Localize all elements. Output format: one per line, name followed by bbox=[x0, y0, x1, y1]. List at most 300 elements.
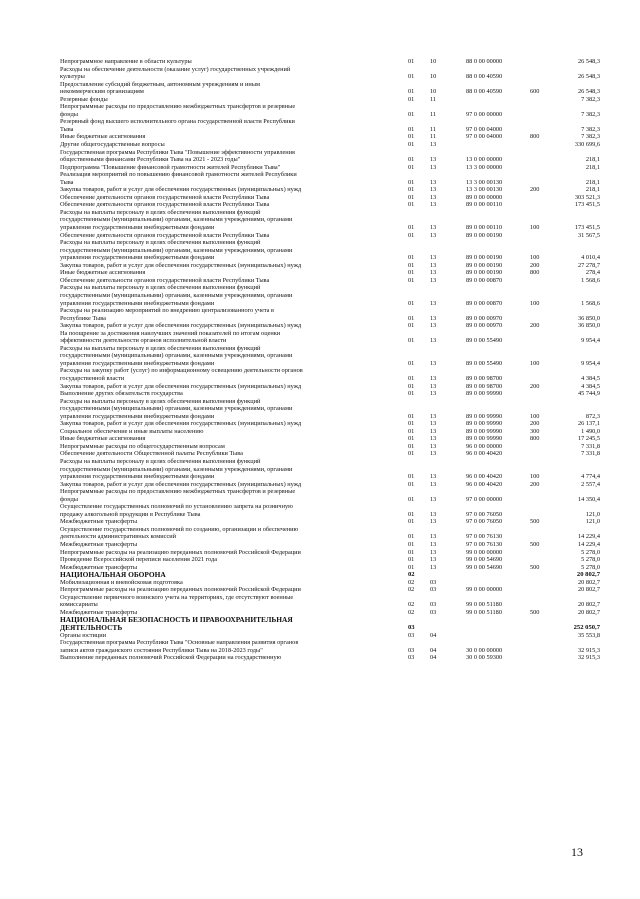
subsection-code: 11 bbox=[430, 110, 437, 118]
expense-name-line: государственными (муниципальными) органами, казенными учреждениями, органами bbox=[60, 465, 293, 473]
amount: 173 451,5 bbox=[574, 224, 600, 232]
expense-name bbox=[60, 322, 406, 330]
expense-name bbox=[60, 450, 406, 458]
amount: 26 548,3 bbox=[577, 58, 600, 65]
expense-name-line: Тыва bbox=[60, 125, 74, 133]
subsection-code: 13 bbox=[430, 269, 437, 277]
expense-name bbox=[60, 209, 406, 232]
section-code: 01 bbox=[408, 314, 415, 322]
expense-type-code: 100 bbox=[530, 359, 540, 367]
section-code: 01 bbox=[408, 163, 415, 171]
target-article-code: 97 0 00 76130 bbox=[466, 533, 503, 541]
expense-name-line: комиссариаты bbox=[60, 601, 98, 609]
table-row bbox=[60, 322, 600, 330]
subsection-code: 13 bbox=[430, 435, 437, 443]
subsection-code: 10 bbox=[430, 58, 437, 65]
subsection-code: 13 bbox=[430, 473, 437, 481]
amount: 14 229,4 bbox=[577, 541, 600, 548]
amount: 2 557,4 bbox=[581, 480, 600, 488]
target-article-code: 99 0 00 54690 bbox=[466, 556, 503, 564]
expense-type-code: 500 bbox=[530, 518, 540, 526]
expense-name-line: Закупка товаров, работ и услуг для обеспечения государственных (муниципальных) нужд bbox=[60, 186, 302, 194]
expense-name bbox=[60, 639, 406, 654]
section-code: 01 bbox=[408, 73, 415, 81]
subsection-code: 13 bbox=[430, 556, 437, 564]
expense-name-line: Реализация мероприятий по повышению финансовой грамотности жителей Республики bbox=[60, 171, 297, 179]
amount: 20 802,7 bbox=[577, 586, 600, 594]
table-row bbox=[60, 239, 600, 262]
expense-name-line: управления государственными внебюджетными фондами bbox=[60, 254, 215, 262]
expense-name bbox=[60, 262, 406, 270]
section-code: 01 bbox=[408, 276, 415, 284]
table-row bbox=[60, 194, 600, 202]
expense-name-line: Осуществление государственных полномочий по созданию, организации и обеспечению bbox=[60, 525, 299, 533]
subsection-code: 13 bbox=[430, 427, 437, 435]
expense-name bbox=[60, 398, 406, 421]
expense-name-line: Межбюджетные трансферты bbox=[60, 541, 138, 548]
amount: 32 915,3 bbox=[577, 646, 600, 654]
expense-type-code: 500 bbox=[530, 541, 540, 548]
target-article-code: 97 0 00 00000 bbox=[466, 110, 503, 118]
expense-name bbox=[60, 307, 406, 322]
table-row bbox=[60, 96, 600, 104]
expense-name bbox=[60, 330, 406, 345]
subsection-code: 13 bbox=[430, 224, 437, 232]
section-code: 01 bbox=[408, 322, 415, 330]
section-code: 01 bbox=[408, 427, 415, 435]
expense-name-line: Обеспечение деятельности Общественной палаты Республики Тыва bbox=[60, 450, 243, 458]
expense-name-line: государственными (муниципальными) органами, казенными учреждениями, органами bbox=[60, 352, 293, 360]
expense-name-line: Непрограммные расходы на реализацию переданных полномочий Российской Федерации bbox=[60, 586, 301, 594]
target-article-code: 97 0 00 76050 bbox=[466, 510, 503, 518]
expense-name bbox=[60, 654, 406, 662]
expense-name-line: ДЕЯТЕЛЬНОСТЬ bbox=[60, 624, 123, 632]
expense-name-line: фонды bbox=[60, 495, 79, 503]
expense-name-line: Непрограммные расходы по предоставлению межбюджетных трансфертов и резервные bbox=[60, 488, 296, 496]
target-article-code: 13 3 00 00130 bbox=[466, 186, 503, 194]
section-code: 01 bbox=[408, 193, 415, 201]
section-code: 01 bbox=[408, 337, 415, 345]
expense-name-line: Расходы на выплаты персоналу в целях обеспечения выполнения функций bbox=[60, 457, 261, 465]
expense-name-line: Другие общегосударственные вопросы bbox=[60, 141, 165, 149]
table-row bbox=[60, 639, 600, 654]
expense-type-code: 200 bbox=[530, 261, 540, 269]
section-code: 01 bbox=[408, 299, 415, 307]
section-code: 01 bbox=[408, 374, 415, 382]
subsection-code: 13 bbox=[430, 382, 437, 390]
amount: 17 245,5 bbox=[577, 435, 600, 443]
section-code: 01 bbox=[408, 510, 415, 518]
amount: 9 954,4 bbox=[581, 337, 600, 345]
table-row bbox=[60, 488, 600, 503]
table-row bbox=[60, 81, 600, 96]
amount: 4 384,5 bbox=[581, 374, 600, 382]
expense-name-line: Республике Тыва bbox=[60, 314, 106, 322]
expense-name-line: Выполнение переданных полномочий Российской Федерации на государственную bbox=[60, 654, 282, 662]
section-code: 01 bbox=[408, 541, 415, 548]
expense-name-line: Осуществление государственных полномочий по установлению запрета на розничную bbox=[60, 503, 293, 511]
table-row bbox=[60, 654, 600, 662]
expense-name-line: Расходы на выплаты персоналу в целях обеспечения выполнения функций bbox=[60, 284, 261, 292]
subsection-code: 13 bbox=[430, 541, 437, 548]
table-row bbox=[60, 503, 600, 518]
section-code: 01 bbox=[408, 269, 415, 277]
section-code: 01 bbox=[408, 533, 415, 541]
expense-name bbox=[60, 390, 406, 398]
expense-type-code: 500 bbox=[530, 563, 540, 571]
section-code: 01 bbox=[408, 231, 415, 239]
table-row bbox=[60, 269, 600, 277]
amount: 4 384,5 bbox=[581, 382, 600, 390]
expense-name bbox=[60, 616, 406, 631]
target-article-code: 89 0 00 00970 bbox=[466, 314, 503, 322]
target-article-code: 89 0 00 55490 bbox=[466, 359, 503, 367]
section-code: 01 bbox=[408, 450, 415, 458]
section-code: 03 bbox=[408, 654, 415, 662]
expense-name bbox=[60, 66, 406, 81]
expense-name bbox=[60, 488, 406, 503]
amount: 36 850,0 bbox=[577, 322, 600, 330]
amount: 20 802,7 bbox=[576, 571, 600, 579]
expense-name bbox=[60, 571, 406, 579]
amount: 14 229,4 bbox=[577, 533, 600, 541]
amount: 218,1 bbox=[585, 156, 600, 164]
target-article-code: 89 0 00 98700 bbox=[466, 382, 503, 390]
section-code: 02 bbox=[408, 578, 415, 586]
expense-name-line: Государственная программа Республики Тыва "Повышение эффективности управления bbox=[60, 148, 295, 156]
subsection-code: 13 bbox=[430, 359, 437, 367]
table-row bbox=[60, 616, 600, 631]
table-row bbox=[60, 141, 600, 149]
table-row bbox=[60, 277, 600, 285]
table-row bbox=[60, 262, 600, 270]
target-article-code: 88 0 00 00000 bbox=[466, 58, 503, 65]
expense-name-line: Резервный фонд высшего исполнительного органа государственной власти Республики bbox=[60, 118, 295, 126]
target-article-code: 89 0 00 99990 bbox=[466, 412, 503, 420]
section-code: 01 bbox=[408, 254, 415, 262]
expense-name bbox=[60, 435, 406, 443]
section-code: 01 bbox=[408, 548, 415, 556]
expense-name bbox=[60, 420, 406, 428]
expense-name-line: На поощрение за достижения наилучших значений показателей по итогам оценки bbox=[60, 329, 281, 337]
table-row bbox=[60, 571, 600, 579]
subsection-code: 13 bbox=[430, 480, 437, 488]
subsection-code: 13 bbox=[430, 201, 437, 209]
table-row bbox=[60, 541, 600, 549]
expense-name-line: Закупка товаров, работ и услуг для обеспечения государственных (муниципальных) нужд bbox=[60, 382, 302, 390]
expense-name-line: Закупка товаров, работ и услуг для обеспечения государственных (муниципальных) нужд bbox=[60, 480, 302, 488]
expense-name-line: управления государственными внебюджетными фондами bbox=[60, 224, 215, 232]
section-code: 01 bbox=[408, 141, 415, 149]
expense-name-line: Расходы на выплаты персоналу в целях обеспечения выполнения функций bbox=[60, 397, 261, 405]
amount: 121,0 bbox=[585, 510, 600, 518]
section-code: 01 bbox=[408, 390, 415, 398]
amount: 31 567,5 bbox=[577, 231, 600, 239]
amount: 9 954,4 bbox=[581, 359, 600, 367]
section-code: 01 bbox=[408, 95, 415, 103]
table-row bbox=[60, 201, 600, 209]
subsection-code: 13 bbox=[430, 518, 437, 526]
expense-name-line: Иные бюджетные ассигнования bbox=[60, 269, 146, 277]
subsection-code: 03 bbox=[430, 586, 437, 594]
table-row bbox=[60, 594, 600, 609]
expense-name-line: Расходы на выплаты персоналу в целях обеспечения выполнения функций bbox=[60, 208, 261, 216]
target-article-code: 99 0 00 51180 bbox=[466, 601, 502, 609]
expense-type-code: 800 bbox=[530, 435, 540, 443]
subsection-code: 13 bbox=[430, 276, 437, 284]
target-article-code: 97 0 00 76050 bbox=[466, 518, 503, 526]
table-row bbox=[60, 632, 600, 640]
target-article-code: 99 0 00 00000 bbox=[466, 586, 503, 594]
target-article-code: 96 0 00 40420 bbox=[466, 473, 503, 481]
section-code: 02 bbox=[408, 571, 415, 579]
target-article-code: 99 0 00 54690 bbox=[466, 563, 503, 571]
expense-name bbox=[60, 133, 406, 141]
section-code: 01 bbox=[408, 133, 415, 141]
expense-name bbox=[60, 232, 406, 240]
expense-name-line: Расходы на закупку работ (услуг) по информационному освещению деятельности органов bbox=[60, 367, 303, 375]
target-article-code: 97 0 00 04000 bbox=[466, 133, 503, 141]
section-code: 01 bbox=[408, 224, 415, 232]
expense-name bbox=[60, 118, 406, 133]
table-row bbox=[60, 428, 600, 436]
target-article-code: 96 0 00 40420 bbox=[466, 450, 503, 458]
expense-type-code: 100 bbox=[530, 299, 540, 307]
amount: 252 050,7 bbox=[573, 624, 600, 632]
expense-name bbox=[60, 103, 406, 118]
section-code: 01 bbox=[408, 382, 415, 390]
section-code: 01 bbox=[408, 156, 415, 164]
expense-name bbox=[60, 443, 406, 451]
amount: 35 553,8 bbox=[577, 631, 600, 639]
expense-name bbox=[60, 201, 406, 209]
expense-name-line: Проведение Всероссийской переписи населения 2021 года bbox=[60, 556, 218, 564]
section-code: 01 bbox=[408, 420, 415, 428]
expense-type-code: 600 bbox=[530, 88, 540, 96]
table-row bbox=[60, 564, 600, 572]
expense-type-code: 100 bbox=[530, 224, 540, 232]
section-code: 02 bbox=[408, 586, 415, 594]
table-row bbox=[60, 586, 600, 594]
expense-name-line: записи актов гражданского состояния Республики Тыва на 2018-2023 годы" bbox=[60, 646, 263, 654]
expense-name-line: Осуществление первичного воинского учета на территориях, где отсутствуют военные bbox=[60, 593, 294, 601]
expense-name bbox=[60, 171, 406, 186]
target-article-code: 89 0 00 00190 bbox=[466, 261, 503, 269]
subsection-code: 03 bbox=[430, 601, 437, 609]
expense-name-line: государственными (муниципальными) органами, казенными учреждениями, органами bbox=[60, 291, 293, 299]
target-article-code: 97 0 00 76130 bbox=[466, 541, 503, 548]
expense-type-code: 200 bbox=[530, 480, 540, 488]
expense-type-code: 200 bbox=[530, 420, 540, 428]
subsection-code: 13 bbox=[430, 163, 437, 171]
subsection-code: 13 bbox=[430, 442, 437, 450]
subsection-code: 13 bbox=[430, 495, 437, 503]
subsection-code: 04 bbox=[430, 646, 437, 654]
expense-name-line: государственными (муниципальными) органами, казенными учреждениями, органами bbox=[60, 405, 293, 413]
expense-type-code: 300 bbox=[530, 427, 540, 435]
expense-type-code: 200 bbox=[530, 382, 540, 390]
expense-name bbox=[60, 609, 406, 617]
subsection-code: 13 bbox=[430, 390, 437, 398]
subsection-code: 13 bbox=[430, 420, 437, 428]
amount: 27 278,7 bbox=[577, 261, 600, 269]
expense-name-line: Органы юстиции bbox=[60, 631, 106, 639]
expense-name bbox=[60, 277, 406, 285]
target-article-code: 89 0 00 00870 bbox=[466, 276, 503, 284]
subsection-code: 04 bbox=[430, 654, 437, 662]
expense-name-line: продажу алкогольной продукции в Республике Тыва bbox=[60, 510, 201, 518]
expense-name bbox=[60, 428, 406, 436]
target-article-code: 96 0 00 00000 bbox=[466, 442, 503, 450]
expense-name bbox=[60, 594, 406, 609]
amount: 1 490,0 bbox=[581, 427, 600, 435]
table-row bbox=[60, 579, 600, 587]
subsection-code: 11 bbox=[430, 125, 437, 133]
expense-name-line: Резервные фонды bbox=[60, 95, 108, 103]
table-row bbox=[60, 330, 600, 345]
expense-name-line: Расходы на выплаты персоналу в целях обеспечения выполнения функций bbox=[60, 344, 261, 352]
subsection-code: 13 bbox=[430, 510, 437, 518]
table-row bbox=[60, 367, 600, 382]
target-article-code: 13 3 00 00000 bbox=[466, 163, 503, 171]
section-code: 01 bbox=[408, 442, 415, 450]
expense-type-code: 800 bbox=[530, 133, 540, 141]
subsection-code: 13 bbox=[430, 533, 437, 541]
expense-name bbox=[60, 149, 406, 164]
target-article-code: 97 0 00 00000 bbox=[466, 495, 503, 503]
section-code: 01 bbox=[408, 178, 415, 186]
subsection-code: 13 bbox=[430, 193, 437, 201]
target-article-code: 89 0 00 00190 bbox=[466, 269, 503, 277]
table-row bbox=[60, 383, 600, 391]
amount: 7 382,3 bbox=[581, 133, 600, 141]
expense-name bbox=[60, 284, 406, 307]
expense-name bbox=[60, 458, 406, 481]
amount: 5 278,0 bbox=[581, 556, 600, 564]
target-article-code: 97 0 00 04000 bbox=[466, 125, 503, 133]
expense-name bbox=[60, 556, 406, 564]
expense-name bbox=[60, 541, 406, 549]
table-row bbox=[60, 450, 600, 458]
expense-name bbox=[60, 481, 406, 489]
expense-name bbox=[60, 526, 406, 541]
expense-name bbox=[60, 503, 406, 518]
subsection-code: 13 bbox=[430, 156, 437, 164]
expense-name-line: Закупка товаров, работ и услуг для обеспечения государственных (муниципальных) нужд bbox=[60, 322, 302, 330]
subsection-code: 13 bbox=[430, 299, 437, 307]
expense-type-code: 800 bbox=[530, 269, 540, 277]
section-code: 01 bbox=[408, 261, 415, 269]
table-row bbox=[60, 435, 600, 443]
expense-name-line: Государственная программа Республики Тыва "Основные направления развития органов bbox=[60, 639, 299, 647]
expense-type-code: 100 bbox=[530, 254, 540, 262]
table-row bbox=[60, 58, 600, 66]
amount: 173 451,5 bbox=[574, 201, 600, 209]
expense-name-line: управления государственными внебюджетными фондами bbox=[60, 299, 215, 307]
expense-type-code: 100 bbox=[530, 412, 540, 420]
section-code: 01 bbox=[408, 58, 415, 65]
expense-name bbox=[60, 632, 406, 640]
table-row bbox=[60, 284, 600, 307]
amount: 14 350,4 bbox=[577, 495, 600, 503]
subsection-code: 13 bbox=[430, 231, 437, 239]
section-code: 01 bbox=[408, 186, 415, 194]
table-row bbox=[60, 103, 600, 118]
target-article-code: 89 0 00 98700 bbox=[466, 374, 503, 382]
target-article-code: 30 0 00 00000 bbox=[466, 646, 503, 654]
amount: 1 568,6 bbox=[581, 299, 600, 307]
table-row bbox=[60, 518, 600, 526]
expense-name-line: управления государственными внебюджетными фондами bbox=[60, 412, 215, 420]
target-article-code: 89 0 00 99990 bbox=[466, 390, 503, 398]
section-code: 01 bbox=[408, 125, 415, 133]
expense-name bbox=[60, 586, 406, 594]
amount: 1 568,6 bbox=[581, 276, 600, 284]
amount: 303 521,3 bbox=[574, 193, 600, 201]
table-row bbox=[60, 398, 600, 421]
expense-name-line: государственной власти bbox=[60, 374, 125, 382]
target-article-code: 89 0 00 00190 bbox=[466, 254, 503, 262]
table-row bbox=[60, 609, 600, 617]
amount: 278,4 bbox=[585, 269, 600, 277]
amount: 218,1 bbox=[585, 163, 600, 171]
section-code: 01 bbox=[408, 435, 415, 443]
amount: 218,1 bbox=[585, 186, 600, 194]
amount: 36 850,0 bbox=[577, 314, 600, 322]
expense-name bbox=[60, 186, 406, 194]
expense-name-line: некоммерческим организациям bbox=[60, 88, 144, 96]
subsection-code: 13 bbox=[430, 178, 437, 186]
expense-name bbox=[60, 367, 406, 382]
expense-name-line: государственными (муниципальными) органами, казенными учреждениями, органами bbox=[60, 246, 293, 254]
amount: 20 802,7 bbox=[577, 608, 600, 616]
expense-type-code: 500 bbox=[530, 608, 540, 616]
expense-name bbox=[60, 383, 406, 391]
expense-name bbox=[60, 194, 406, 202]
expense-name-line: Обеспечение деятельности органов государственной власти Республики Тыва bbox=[60, 201, 270, 209]
section-code: 01 bbox=[408, 518, 415, 526]
expense-name-line: управления государственными внебюджетными фондами bbox=[60, 359, 215, 367]
expense-name-line: Закупка товаров, работ и услуг для обеспечения государственных (муниципальных) нужд bbox=[60, 420, 302, 428]
expense-name-line: Социальное обеспечение и иные выплаты населению bbox=[60, 427, 204, 435]
amount: 7 382,3 bbox=[581, 125, 600, 133]
target-article-code: 89 0 00 99990 bbox=[466, 435, 503, 443]
subsection-code: 11 bbox=[430, 95, 437, 103]
subsection-code: 13 bbox=[430, 322, 437, 330]
target-article-code: 96 0 00 40420 bbox=[466, 480, 503, 488]
amount: 218,1 bbox=[585, 178, 600, 186]
expense-name-line: Обеспечение деятельности органов государственной власти Республики Тыва bbox=[60, 193, 270, 201]
section-code: 01 bbox=[408, 88, 415, 96]
amount: 32 915,3 bbox=[577, 654, 600, 662]
amount: 7 382,3 bbox=[581, 95, 600, 103]
table-row bbox=[60, 549, 600, 557]
expense-type-code: 100 bbox=[530, 473, 540, 481]
expense-name-line: Межбюджетные трансферты bbox=[60, 608, 138, 616]
expense-name-line: Закупка товаров, работ и услуг для обеспечения государственных (муниципальных) нужд bbox=[60, 261, 302, 269]
section-code: 01 bbox=[408, 563, 415, 571]
amount: 121,0 bbox=[585, 518, 600, 526]
expense-name bbox=[60, 239, 406, 262]
target-article-code: 99 0 00 51180 bbox=[466, 608, 502, 616]
expense-name-line: Межбюджетные трансферты bbox=[60, 563, 138, 571]
subsection-code: 13 bbox=[430, 412, 437, 420]
subsection-code: 13 bbox=[430, 374, 437, 382]
expense-name-line: эффективности деятельности органов исполнительной власти bbox=[60, 337, 227, 345]
subsection-code: 13 bbox=[430, 186, 437, 194]
table-row bbox=[60, 149, 600, 164]
expense-name bbox=[60, 269, 406, 277]
